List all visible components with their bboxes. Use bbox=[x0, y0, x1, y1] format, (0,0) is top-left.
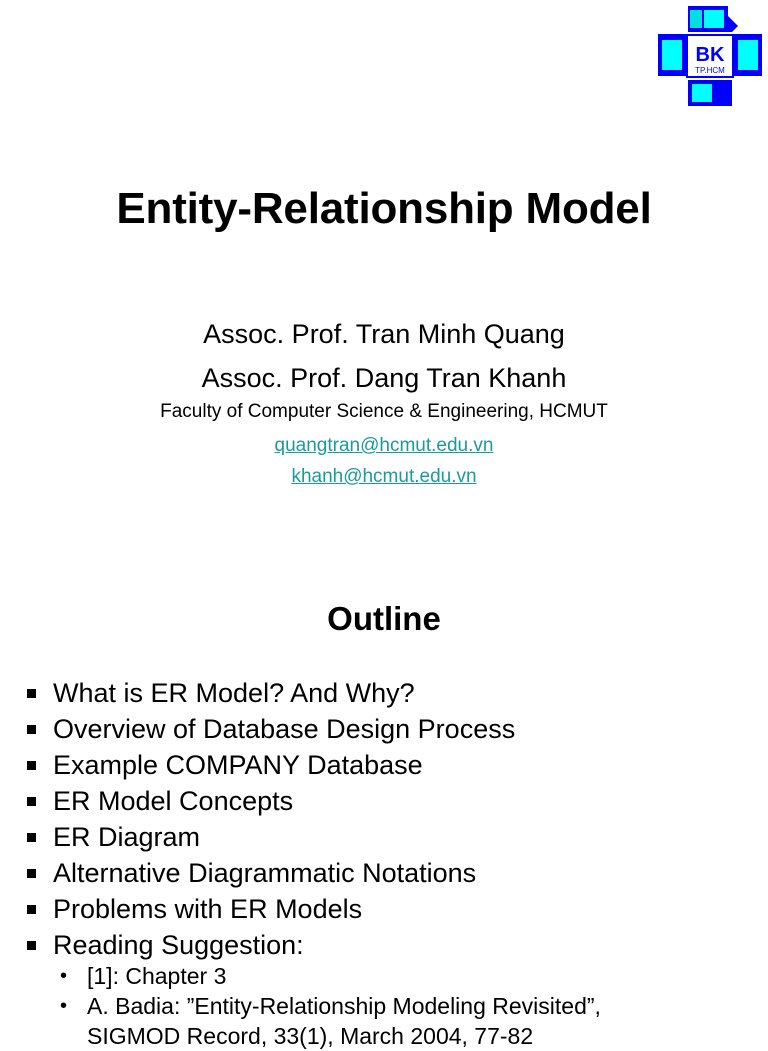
email-link-2[interactable]: khanh@hcmut.edu.vn bbox=[291, 466, 477, 487]
list-item bbox=[26, 927, 515, 963]
logo-subtext: TP.HCM bbox=[695, 66, 725, 75]
square-bullet-icon bbox=[27, 761, 36, 770]
square-bullet-icon bbox=[27, 905, 36, 914]
list-item bbox=[26, 819, 515, 855]
reading-item-text: A. Badia: ”Entity-Relationship Modeling Revisited”, bbox=[87, 993, 601, 1019]
logo-text: BK bbox=[695, 44, 725, 66]
list-item bbox=[26, 891, 515, 927]
list-item-text: ER Diagram bbox=[53, 822, 201, 852]
list-item bbox=[26, 783, 515, 819]
reading-item bbox=[60, 991, 601, 1021]
bk-university-logo bbox=[656, 4, 764, 108]
list-item bbox=[26, 855, 515, 891]
author-2: Assoc. Prof. Dang Tran Khanh bbox=[201, 363, 567, 393]
reading-item-text: SIGMOD Record, 33(1), March 2004, 77-82 bbox=[87, 1023, 534, 1049]
slide-title: Entity-Relationship Model bbox=[116, 184, 652, 233]
list-item-text: What is ER Model? And Why? bbox=[53, 678, 415, 708]
list-item bbox=[26, 747, 515, 783]
square-bullet-icon bbox=[27, 725, 36, 734]
dot-bullet-icon: • bbox=[60, 965, 68, 987]
list-item-text: Overview of Database Design Process bbox=[53, 714, 516, 744]
list-item-text: Example COMPANY Database bbox=[53, 750, 423, 780]
email-link-1[interactable]: quangtran@hcmut.edu.vn bbox=[274, 435, 494, 456]
outline-list bbox=[26, 675, 515, 963]
square-bullet-icon bbox=[27, 869, 36, 878]
list-item-text: Problems with ER Models bbox=[53, 894, 363, 924]
square-bullet-icon bbox=[27, 689, 36, 698]
list-item-text: ER Model Concepts bbox=[53, 786, 294, 816]
list-item bbox=[26, 675, 515, 711]
square-bullet-icon bbox=[27, 941, 36, 950]
list-item-text: Alternative Diagrammatic Notations bbox=[53, 858, 477, 888]
reading-item bbox=[60, 1021, 601, 1051]
square-bullet-icon bbox=[27, 833, 36, 842]
square-bullet-icon bbox=[27, 797, 36, 806]
email-row-2 bbox=[0, 466, 768, 488]
list-item-text: Reading Suggestion: bbox=[53, 930, 304, 960]
outline-title: Outline bbox=[327, 600, 441, 637]
reading-list bbox=[60, 961, 601, 1051]
outline-slide bbox=[0, 540, 768, 1049]
email-row-1 bbox=[0, 435, 768, 457]
author-1: Assoc. Prof. Tran Minh Quang bbox=[203, 319, 565, 349]
reading-item bbox=[60, 961, 601, 991]
reading-item-text: [1]: Chapter 3 bbox=[87, 963, 227, 989]
dot-bullet-icon: • bbox=[60, 995, 68, 1017]
faculty-label: Faculty of Computer Science & Engineering, HCMUT bbox=[160, 401, 608, 422]
list-item bbox=[26, 711, 515, 747]
